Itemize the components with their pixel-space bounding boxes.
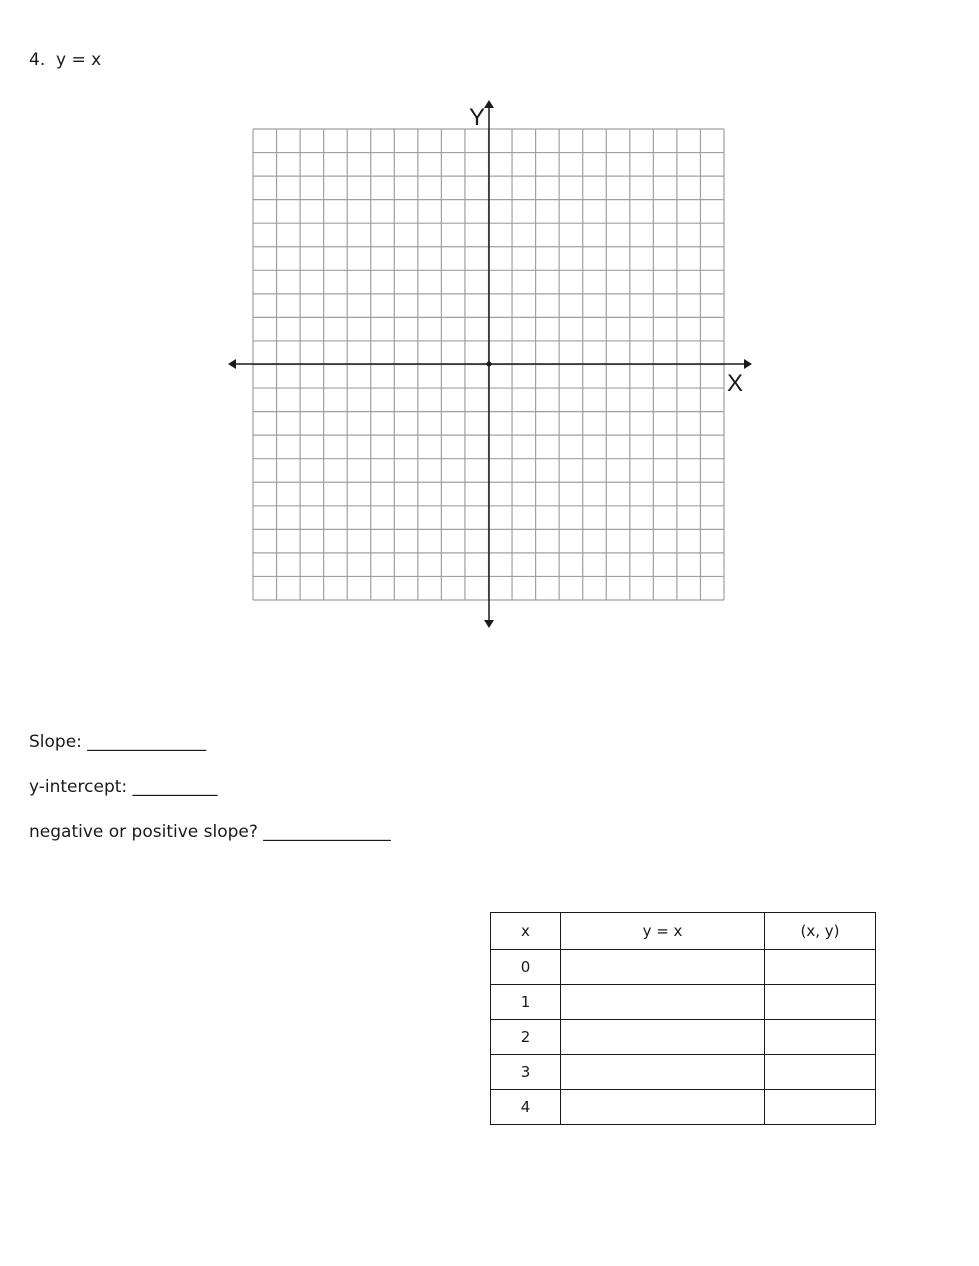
slope-question [29,732,206,752]
y-axis-bottom-arrow-icon [484,620,494,628]
pair-cell[interactable] [765,1090,876,1125]
origin-dot [487,362,492,367]
x-axis-left-arrow-icon [228,359,236,369]
y-value-cell[interactable] [561,1055,765,1090]
header-y-equals-x: y = x [561,913,765,950]
x-axis-label: X [727,370,744,397]
xy-table [490,912,876,1125]
pair-cell[interactable] [765,1020,876,1055]
y-intercept-label: y-intercept: [29,777,133,797]
problem-title: 4. y = x [29,50,102,70]
coordinate-plane [222,96,762,636]
slope-sign-answer-blank[interactable]: _______________ [263,822,391,842]
y-intercept-question [29,777,218,797]
table-row [491,1055,876,1090]
y-value-cell[interactable] [561,950,765,985]
x-axis-right-arrow-icon [744,359,752,369]
pair-cell[interactable] [765,1055,876,1090]
x-value-cell: 4 [491,1090,561,1125]
pair-cell[interactable] [765,985,876,1020]
slope-answer-blank[interactable]: ______________ [87,732,207,752]
y-axis-label: Y [469,104,486,131]
header-ordered-pair: (x, y) [765,913,876,950]
x-value-cell: 3 [491,1055,561,1090]
table-row [491,1020,876,1055]
y-axis-top-arrow-icon [484,100,494,108]
x-value-cell: 1 [491,985,561,1020]
header-x: x [491,913,561,950]
slope-label: Slope: [29,732,88,752]
slope-sign-question [29,822,391,842]
y-value-cell[interactable] [561,985,765,1020]
y-value-cell[interactable] [561,1090,765,1125]
pair-cell[interactable] [765,950,876,985]
y-value-cell[interactable] [561,1020,765,1055]
x-value-cell: 0 [491,950,561,985]
table-row [491,1090,876,1125]
y-intercept-answer-blank[interactable]: __________ [132,777,218,797]
x-value-cell: 2 [491,1020,561,1055]
slope-sign-label: negative or positive slope? [29,822,264,842]
table-row [491,950,876,985]
table-row [491,985,876,1020]
table-header-row [491,913,876,950]
